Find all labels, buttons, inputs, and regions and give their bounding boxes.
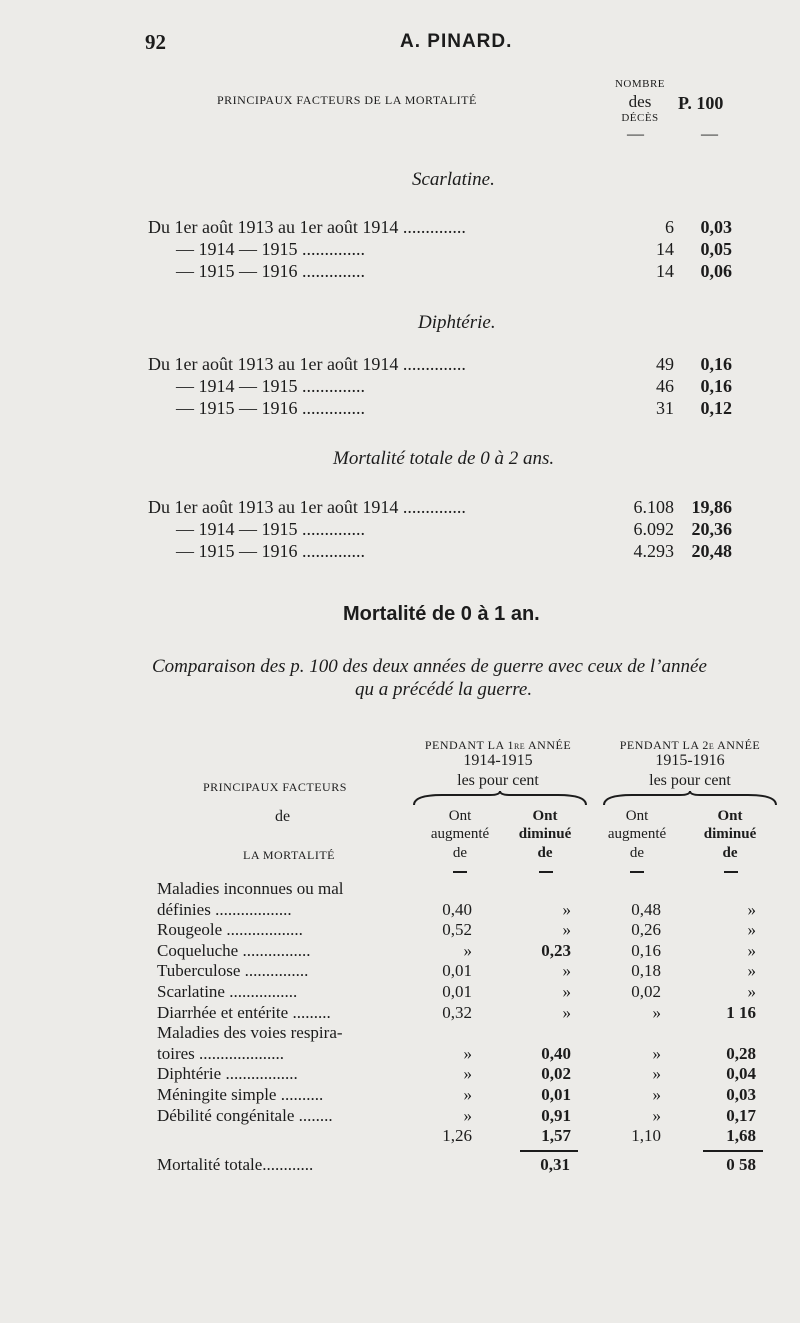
table2-cell-a2: » <box>652 1002 661 1022</box>
table2-row <box>0 1125 800 1146</box>
table2-cell-label: Diphtérie ................. <box>157 1064 298 1084</box>
section2-subtitle-line1: Comparaison des p. 100 des deux années de guerre avec ceux de l’année <box>152 656 707 677</box>
row-deces: 46 <box>656 376 674 396</box>
row-deces: 31 <box>656 398 674 418</box>
table2-cell-d1: » <box>562 961 571 981</box>
table2-cell-a1: 0,01 <box>442 982 472 1001</box>
table2-cell-d2: 0,03 <box>726 1085 756 1104</box>
page-number: 92 <box>145 30 166 54</box>
table2-cell-a2: » <box>652 1043 661 1063</box>
row-deces: 49 <box>656 354 674 374</box>
table2-row <box>0 1002 800 1023</box>
brace-first-year <box>412 791 588 807</box>
sub-aug1-line3: de <box>452 845 468 861</box>
table2-cell-d2: 1 16 <box>726 1002 756 1022</box>
sub-dim2-line3: de <box>722 845 738 861</box>
table2-cell-a1: » <box>463 1105 472 1125</box>
sub-aug2-line2: augmenté <box>607 826 667 842</box>
table2-cell-label: Scarlatine ................ <box>157 982 298 1001</box>
col-deces-line3: DÉCÈS <box>621 112 659 124</box>
sub-aug2-line3: de <box>629 845 645 861</box>
table2-cell-label: Coqueluche ................ <box>157 940 311 960</box>
scarlatine-row <box>148 216 738 238</box>
sub-aug2-line1: Ont <box>625 808 649 824</box>
row-deces: 14 <box>656 239 674 259</box>
table2-cell-a2: 1,10 <box>631 1126 661 1146</box>
table2-cell-a2: 0,26 <box>631 920 661 940</box>
row-label: Du 1er août 1913 au 1er août 1914 .............. <box>148 497 466 517</box>
factors-header-line3: LA MORTALITÉ <box>243 848 335 862</box>
table2-row <box>0 981 800 1002</box>
factors-header-line1: PRINCIPAUX FACTEURS <box>203 780 347 794</box>
sub-dim1-line2: diminué <box>518 826 572 842</box>
table2-cell-d1: » <box>562 1002 571 1022</box>
table2-cell-label: Débilité congénitale ........ <box>157 1105 333 1125</box>
table2-cell-a1: » <box>463 1064 472 1084</box>
table2-cell-d2: » <box>747 899 756 919</box>
mortalite-totale-title: Mortalité totale de 0 à 2 ans. <box>333 448 555 469</box>
table2-cell-d1: 0,40 <box>541 1043 571 1063</box>
table2-cell-label: Rougeole .................. <box>157 920 303 940</box>
mortalite-row <box>148 518 738 540</box>
table2-cell-a1: » <box>463 1085 472 1104</box>
sum-rule-first <box>520 1150 578 1152</box>
table2-cell-d2: » <box>747 961 756 981</box>
table2-cell-d1: 1,57 <box>541 1126 571 1146</box>
table2-cell-a1: » <box>463 1043 472 1063</box>
table2-row <box>0 878 800 899</box>
factors-header-line2: de <box>275 808 291 825</box>
table2-cell-a2: » <box>652 1064 661 1084</box>
table2-cell-d1: » <box>562 899 571 919</box>
table2-cell-a1: 1,26 <box>442 1126 472 1146</box>
table2-cell-d1: 0,01 <box>541 1085 571 1104</box>
table2-cell-a2: » <box>652 1085 661 1104</box>
table2-cell-d2: 0,28 <box>726 1043 756 1063</box>
table2-cell-a1: 0,40 <box>442 899 472 919</box>
col-first-year-line1: PENDANT LA 1re ANNÉE <box>424 738 572 752</box>
row-label: Du 1er août 1913 au 1er août 1914 .............. <box>148 217 466 237</box>
row-pct: 0,12 <box>700 398 732 418</box>
row-pct: 0,16 <box>700 354 732 374</box>
scarlatine-title: Scarlatine. <box>412 169 495 190</box>
table2-cell-d2: 1,68 <box>726 1126 756 1146</box>
sub-dim1-line1: Ont <box>532 808 558 824</box>
col-deces-dash: — <box>627 124 644 143</box>
subheader-dash <box>724 871 738 873</box>
row-pct: 0,05 <box>700 239 732 259</box>
scarlatine-row <box>148 260 738 282</box>
row-label: — 1915 — 1916 .............. <box>176 398 365 418</box>
row-pct: 20,36 <box>691 519 732 539</box>
table2-row <box>0 899 800 920</box>
total-label: Mortalité totale............ <box>157 1155 314 1174</box>
table2-cell-a1: » <box>463 940 472 960</box>
subheader-dash <box>539 871 553 873</box>
sub-dim2-line1: Ont <box>717 808 743 824</box>
table2-cell-label: Tuberculose ............... <box>157 961 309 981</box>
col-second-year-line2: 1915-1916 <box>655 752 725 769</box>
sub-aug1-line2: augmenté <box>430 826 490 842</box>
col-first-year-line2: 1914-1915 <box>463 752 533 769</box>
col-pct-header: P. 100 <box>678 93 724 113</box>
col-second-year-line3: les pour cent <box>649 772 731 789</box>
row-deces: 6.108 <box>633 497 674 517</box>
diphterie-row <box>148 353 738 375</box>
row-label: — 1915 — 1916 .............. <box>176 261 365 281</box>
table2-row <box>0 960 800 981</box>
total-d1: 0,31 <box>540 1155 570 1174</box>
subheader-dash <box>630 871 644 873</box>
table2-row <box>0 940 800 961</box>
table2-cell-label: définies .................. <box>157 899 292 919</box>
col-deces-line2: des <box>628 92 652 111</box>
col-pct-dash: — <box>701 124 718 143</box>
brace-second-year <box>602 791 778 807</box>
table2-cell-d1: » <box>562 982 571 1001</box>
table2-cell-a1: 0,01 <box>442 961 472 981</box>
table2-row <box>0 919 800 940</box>
row-label: — 1914 — 1915 .............. <box>176 519 365 539</box>
row-pct: 19,86 <box>691 497 732 517</box>
row-deces: 4.293 <box>633 541 674 561</box>
row-pct: 0,06 <box>700 261 732 281</box>
row-deces: 6 <box>665 217 674 237</box>
scarlatine-row <box>148 238 738 260</box>
sub-dim2-line2: diminué <box>703 826 757 842</box>
row-pct: 0,16 <box>700 376 732 396</box>
diphterie-row <box>148 375 738 397</box>
table2-cell-a1: 0,32 <box>442 1002 472 1022</box>
mortalite-row <box>148 496 738 518</box>
table2-cell-a2: » <box>652 1105 661 1125</box>
table2-cell-label: Diarrhée et entérite ......... <box>157 1002 331 1022</box>
table1-heading: PRINCIPAUX FACTEURS DE LA MORTALITÉ <box>217 93 477 107</box>
table2-cell-d2: » <box>747 982 756 1001</box>
table2-cell-a2: 0,02 <box>631 982 661 1001</box>
table2-cell-d1: » <box>562 920 571 940</box>
row-label: — 1915 — 1916 .............. <box>176 541 365 561</box>
table2-cell-d2: » <box>747 940 756 960</box>
col-second-year-line1: PENDANT LA 2e ANNÉE <box>619 738 761 752</box>
table2-cell-d2: 0,17 <box>726 1105 756 1125</box>
table2-cell-label: Maladies des voies respira- <box>157 1023 343 1043</box>
table2-cell-d1: 0,91 <box>541 1105 571 1125</box>
section2-subtitle-line2: qu a précédé la guerre. <box>355 679 533 700</box>
table2-row <box>0 1063 800 1084</box>
table2-cell-label: Maladies inconnues ou mal <box>157 879 344 898</box>
diphterie-row <box>148 397 738 419</box>
table2-cell-a1: 0,52 <box>442 920 472 940</box>
table2-cell-d1: 0,02 <box>541 1064 571 1084</box>
row-deces: 6.092 <box>633 519 674 539</box>
sub-dim1-line3: de <box>537 845 553 861</box>
table2-row <box>0 1105 800 1126</box>
table2-cell-label: Méningite simple .......... <box>157 1085 324 1104</box>
subheader-dash <box>453 871 467 873</box>
col-first-year-line3: les pour cent <box>457 772 539 789</box>
table2-row <box>0 1043 800 1064</box>
sum-rule-second <box>703 1150 763 1152</box>
table2-row <box>0 1084 800 1105</box>
table2-cell-a2: 0,48 <box>631 899 661 919</box>
table2-cell-d2: 0,04 <box>726 1064 756 1084</box>
table2-cell-label: toires .................... <box>157 1043 285 1063</box>
table2-cell-a2: 0,18 <box>631 961 661 981</box>
mortalite-row <box>148 540 738 562</box>
table2-cell-d2: » <box>747 920 756 940</box>
row-label: — 1914 — 1915 .............. <box>176 239 365 259</box>
row-label: — 1914 — 1915 .............. <box>176 376 365 396</box>
row-deces: 14 <box>656 261 674 281</box>
section2-title: Mortalité de 0 à 1 an. <box>343 603 540 625</box>
total-d2: 0 58 <box>726 1155 756 1174</box>
row-pct: 0,03 <box>700 217 732 237</box>
table2-cell-d1: 0,23 <box>541 940 571 960</box>
table2-cell-a2: 0,16 <box>631 940 661 960</box>
row-pct: 20,48 <box>691 541 732 561</box>
col-deces-line1: NOMBRE <box>614 78 666 90</box>
row-label: Du 1er août 1913 au 1er août 1914 .............. <box>148 354 466 374</box>
sub-aug1-line1: Ont <box>448 808 472 824</box>
diphterie-title: Diphtérie. <box>418 312 496 333</box>
running-head-author: A. PINARD. <box>400 31 513 52</box>
table2-row <box>0 1022 800 1043</box>
